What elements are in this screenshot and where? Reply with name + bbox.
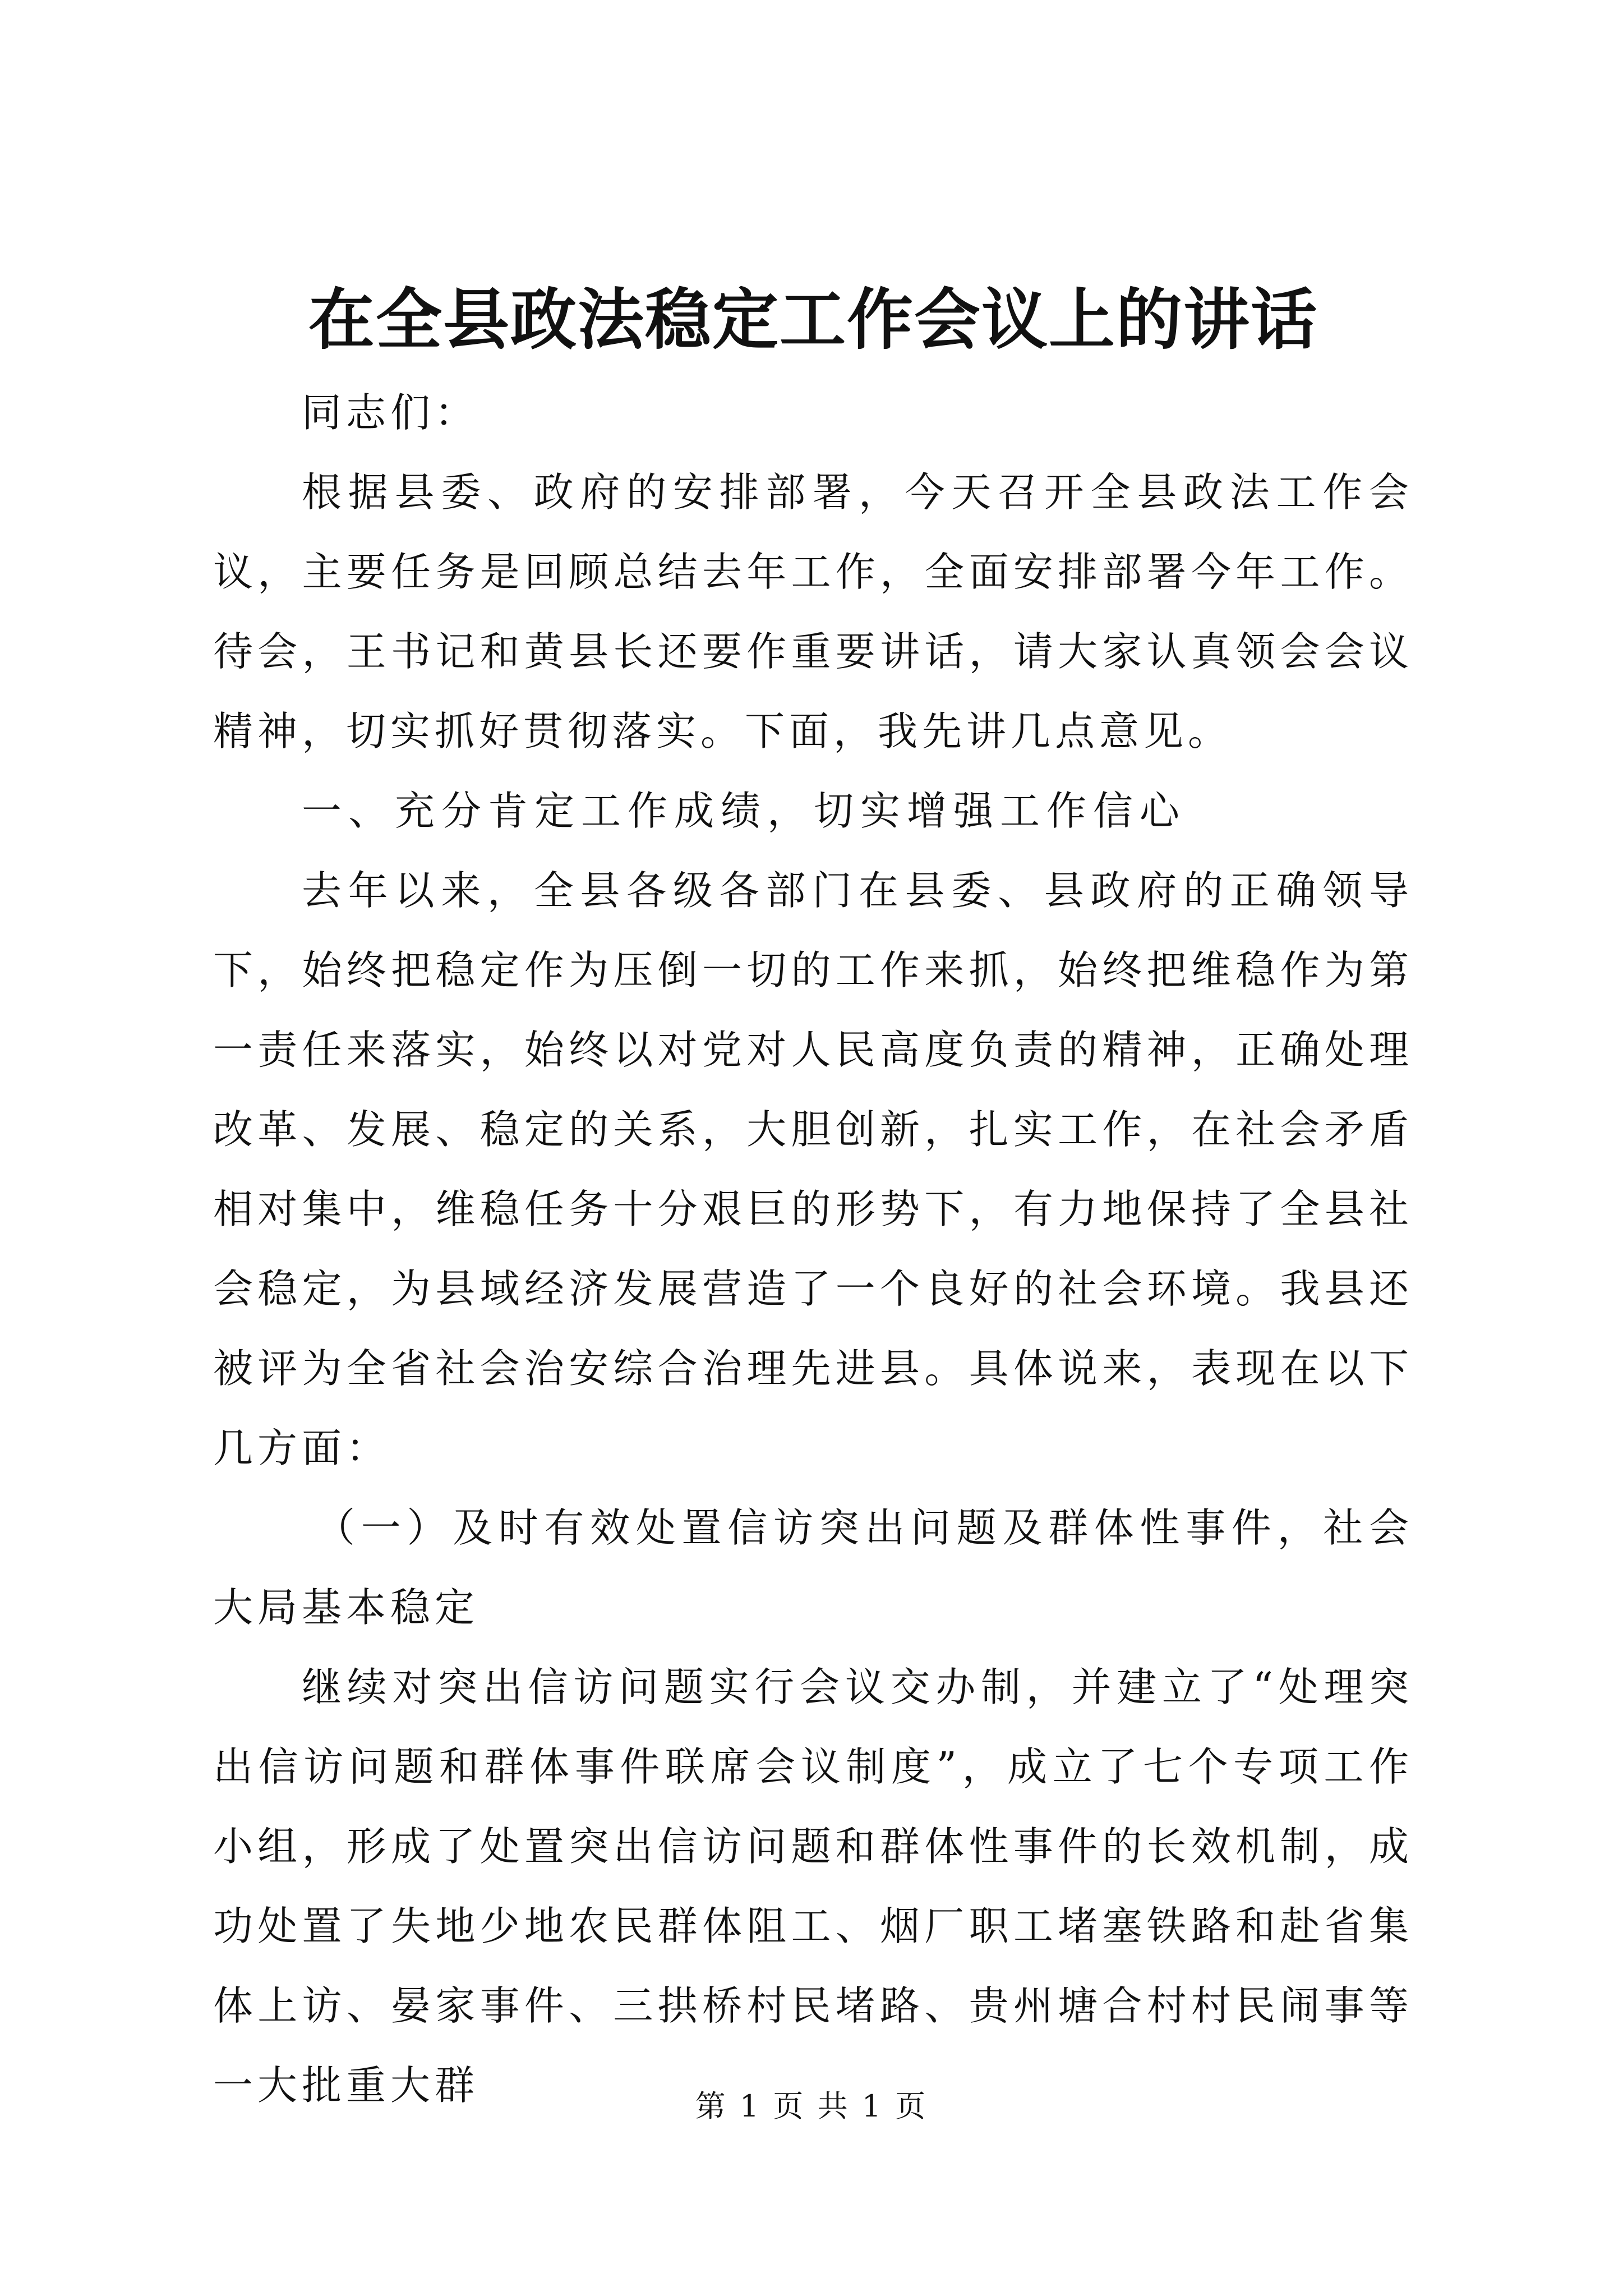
subsection-1-paragraph: 继续对突出信访问题实行会议交办制，并建立了“处理突出信访问题和群体事件联席会议制度”，成立了七个专项工作小组，形成了处置突出信访问题和群体性事件的长效机制，成功处置了失地少地农民群体阻工、烟厂职工堵塞铁路和赴省集体上访、晏家事件、三拱桥村民堵路、贵州塘合村村民闹事等一大批重大群	[213, 1664, 1413, 2109]
page-number-footer: 第 1 页 共 1 页	[695, 2088, 928, 2124]
intro-paragraph: 根据县委、政府的安排部署，今天召开全县政法工作会议，主要任务是回顾总结去年工作，全面安排部署今年工作。待会，王书记和黄县长还要作重要讲话，请大家认真领会会议精神，切实抓好贯彻落实。下面，我先讲几点意见。	[213, 469, 1413, 754]
document-body	[213, 373, 1413, 2125]
section-1-paragraph: 去年以来，全县各级各部门在县委、县政府的正确领导下，始终把稳定作为压倒一切的工作来抓，始终把维稳作为第一责任来落实，始终以对党对人民高度负责的精神，正确处理改革、发展、稳定的关系，大胆创新，扎实工作，在社会矛盾相对集中，维稳任务十分艰巨的形势下，有力地保持了全县社会稳定，为县域经济发展营造了一个良好的社会环境。我县还被评为全省社会治安综合治理先进县。具体说来，表现在以下几方面：	[213, 867, 1413, 1471]
salutation: 同志们：	[302, 389, 479, 436]
section-heading-1: 一、充分肯定工作成绩，切实增强工作信心	[302, 788, 1187, 834]
subsection-heading-1: （一）及时有效处置信访突出问题及群体性事件，社会大局基本稳定	[213, 1504, 1413, 1631]
document-title: 在全县政法稳定工作会议上的讲话	[308, 280, 1318, 358]
